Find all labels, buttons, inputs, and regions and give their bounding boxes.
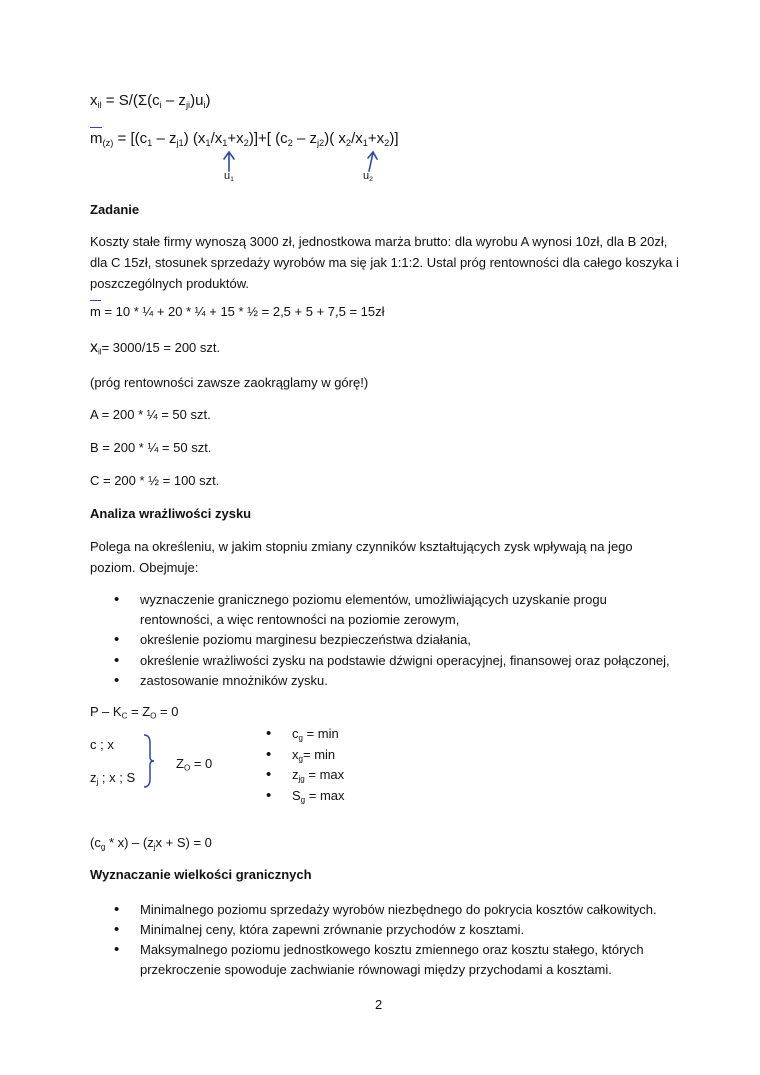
m-calculation: m = 10 * ¼ + 20 * ¼ + 15 * ½ = 2,5 + 5 + 7,5 = 15zł [90,304,385,319]
list-item: • określenie poziomu marginesu bezpieczeństwa działania, [114,631,471,648]
bullet-icon: • [266,725,272,742]
list-item: • określenie wrażliwości zysku na podstawie dźwigni operacyjnej, finansowej oraz połączonej, [114,652,670,669]
product-b-threshold: B = 200 * ¼ = 50 szt. [90,440,212,455]
list-item: • $x_g= \min$ [266,746,336,764]
variables-c-x: c ; x [90,737,114,752]
bullet-icon: • [114,941,120,958]
break-even-condition: $(c_g * x) - (z_jx + S) = 0$ [90,835,212,852]
bullet-icon: • [266,766,272,783]
heading-wyznaczanie: Wyznaczanie wielkości granicznych [90,867,312,882]
list-item: • Minimalnego poziomu sprzedaży wyrobów niezbędnego do pokrycia kosztów całkowitych. [114,901,657,918]
list-item: • $c_g = \min$ [266,725,339,743]
bullet-icon: • [114,631,120,648]
profit-equation: $P - K_C = Z_O = 0$ [90,704,179,721]
analiza-description: Polega na określeniu, w jakim stopniu zmiany czynników kształtujących zysk wpływają na jego poziom. Obejmuje: [90,539,633,575]
heading-zadanie: Zadanie [90,202,140,217]
formula-break-even-quantity: $x_{il} = S/(\Sigma(c_i - z_{ji})u_i)$ [90,92,211,110]
annotation-u1: $u_1$ [224,170,234,184]
bullet-icon: • [114,591,120,608]
bullet-icon: • [266,787,272,804]
xil-calculation: $x_{il}= 3000/15 = 200$ szt. [90,339,221,357]
bullet-icon: • [114,652,120,669]
formula-average-margin: $m_{(z)} = [(c_1 - z_{j1})$ $(x_1/x_1+x_2)]+$[ $(c_2 - z_{j2})$( $x_2/x_1+x_2$)] [90,130,399,148]
page-number: 2 [375,997,383,1012]
list-item: • Minimalnej ceny, która zapewni zrównanie przychodów z kosztami. [114,921,525,938]
bullet-icon: • [114,921,120,938]
arrow-up-icon [364,150,378,172]
task-description: Koszty stałe firmy wynoszą 3000 zł, jednostkowa marża brutto: dla wyrobu A wynosi 10zł, dla B 20zł, dla C 15zł, stosunek sprzedaży wyrobów ma się jak 1:1:2. Ustal próg rentowności dla całego koszyka i poszczególnych produktów. [90,234,679,291]
product-a-threshold: A = 200 * ¼ = 50 szt. [90,407,211,422]
bullet-icon: • [114,672,120,689]
list-item: • $S_g = \max$ [266,787,345,805]
right-brace-icon [140,733,156,789]
list-item: • Maksymalnego poziomu jednostkowego kosztu zmiennego oraz kosztu stałego, których przekroczenie spowoduje zachwianie równowagi między przychodami a kosztami. [114,941,644,977]
heading-analiza: Analiza wrażliwości zysku [90,506,252,521]
rounding-note: (próg rentowności zawsze zaokrąglamy w górę!) [90,375,369,390]
list-item: • zastosowanie mnożników zysku. [114,672,328,689]
list-item: • wyznaczenie granicznego poziomu elementów, umożliwiających uzyskanie progu rentowności, a więc rentowności na poziomie zerowym, [114,591,607,627]
bullet-icon: • [114,901,120,918]
variables-zj-x-s: $z_j$ ; x ; S [90,770,136,787]
average-bar-mark [90,300,101,301]
zo-equals-zero: $Z_O = 0$ [176,756,213,773]
bullet-icon: • [266,746,272,763]
average-bar-mark [90,127,102,128]
arrow-up-icon [222,150,236,172]
list-item: • $z_{jg} = \max$ [266,766,345,784]
annotation-u2: $u_2$ [363,170,373,184]
product-c-threshold: C = 200 * ½ = 100 szt. [90,473,220,488]
